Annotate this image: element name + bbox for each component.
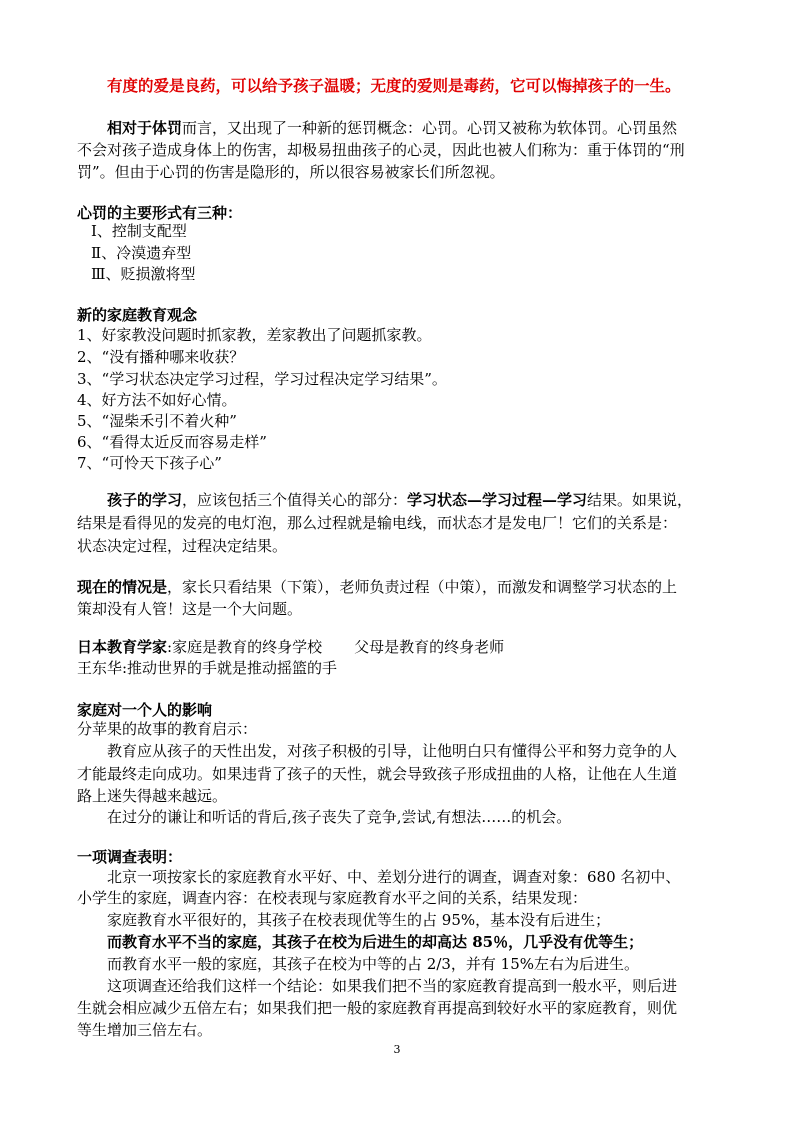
section-heading: 新的家庭教育观念: [77, 306, 198, 324]
section-heading: 心罚的主要形式有三种：: [77, 204, 243, 222]
list-item: 1、好家教没问题时抓家教，差家教出了问题抓家教。: [77, 326, 432, 344]
section-heading: 家庭对一个人的影响: [77, 701, 213, 719]
lead-text: 相对于体罚: [107, 119, 183, 137]
page-number: 3: [393, 1043, 401, 1056]
paragraph-line: 等生增加三倍左右。: [77, 1021, 213, 1039]
paragraph-line: 生就会相应减少五倍左右；如果我们把一般的家庭教育再提高到较好水平的家庭教育，则优: [77, 999, 678, 1017]
paragraph-line: 教育应从孩子的天性出发，对孩子积极的引导，让他明白只有懂得公平和努力竞争的人: [107, 742, 678, 760]
quote-line: 王东华:推动世界的手就是推动摇篮的手: [77, 659, 338, 677]
headline: 有度的爱是良药，可以给予孩子温暖；无度的爱则是毒药，它可以悔掉孩子的一生。: [107, 76, 681, 95]
paragraph-line: 相对于体罚而言，又出现了一种新的惩罚概念：心罚。心罚又被称为软体罚。心罚虽然: [107, 119, 678, 137]
paragraph-line: 孩子的学习，应该包括三个值得关心的部分：学习状态—学习过程—学习结果。如果说，: [107, 491, 693, 509]
paragraph-line: 罚”。但由于心罚的伤害是隐形的，所以很容易被家长们所忽视。: [77, 163, 505, 181]
paragraph-line: 在过分的谦让和听话的背后,孩子丧失了竞争,尝试,有想法……的机会。: [107, 808, 572, 826]
list-item: 2、“没有播种哪来收获？: [77, 348, 245, 366]
paragraph-line: 现在的情况是，家长只看结果（下策），老师负责过程（中策），而激发和调整学习状态的上: [77, 578, 678, 596]
paragraph-line: 家庭教育水平很好的，其孩子在校表现优等生的占 95%，基本没有后进生；: [107, 911, 611, 929]
paragraph-line: 而教育水平一般的家庭，其孩子在校为中等的占 2/3，并有 15%左右为后进生。: [107, 955, 640, 973]
paragraph-line: 路上迷失得越来越远。: [77, 787, 228, 805]
section-heading: 一项调查表明：: [77, 848, 183, 866]
list-item: 6、“看得太近反而容易走样”: [77, 433, 267, 451]
quote-line: 日本教育学家:家庭是教育的终身学校 父母是教育的终身老师: [77, 638, 505, 656]
paragraph-line: 状态决定过程，过程决定结果。: [77, 537, 288, 555]
paragraph-line: 策却没有人管！这是一个大问题。: [77, 600, 303, 618]
list-item: 5、“湿柴禾引不着火种”: [77, 412, 237, 430]
paragraph-line: 才能最终走向成功。如果违背了孩子的天性，就会导致孩子形成扭曲的人格，让他在人生道: [77, 765, 678, 783]
paragraph-line: 而教育水平不当的家庭，其孩子在校为后进生的却高达 85％，几乎没有优等生；: [107, 933, 644, 951]
list-item: 3、“学习状态决定学习过程，学习过程决定学习结果”。: [77, 370, 447, 388]
list-item: Ⅲ、贬损激将型: [91, 265, 196, 283]
paragraph-line: 不会对孩子造成身体上的伤害，却极易扭曲孩子的心灵，因此也被人们称为：重于体罚的“刑: [77, 141, 685, 159]
list-item: Ⅰ、控制支配型: [91, 222, 187, 240]
paragraph-line: 分苹果的故事的教育启示：: [77, 720, 258, 738]
paragraph-line: 结果是看得见的发亮的电灯泡，那么过程就是输电线，而状态才是发电厂！它们的关系是：: [77, 514, 678, 532]
list-item: 7、“可怜天下孩子心”: [77, 454, 222, 472]
paragraph-line: 小学生的家庭，调查内容：在校表现与家庭教育水平之间的关系，结果发现：: [77, 889, 588, 907]
list-item: Ⅱ、冷漠遗弃型: [91, 244, 192, 262]
paragraph-line: 这项调查还给我们这样一个结论：如果我们把不当的家庭教育提高到一般水平，则后进: [107, 977, 678, 995]
paragraph-line: 北京一项按家长的家庭教育水平好、中、差划分进行的调查，调查对象：680 名初中、: [107, 868, 681, 886]
list-item: 4、好方法不如好心情。: [77, 391, 237, 409]
